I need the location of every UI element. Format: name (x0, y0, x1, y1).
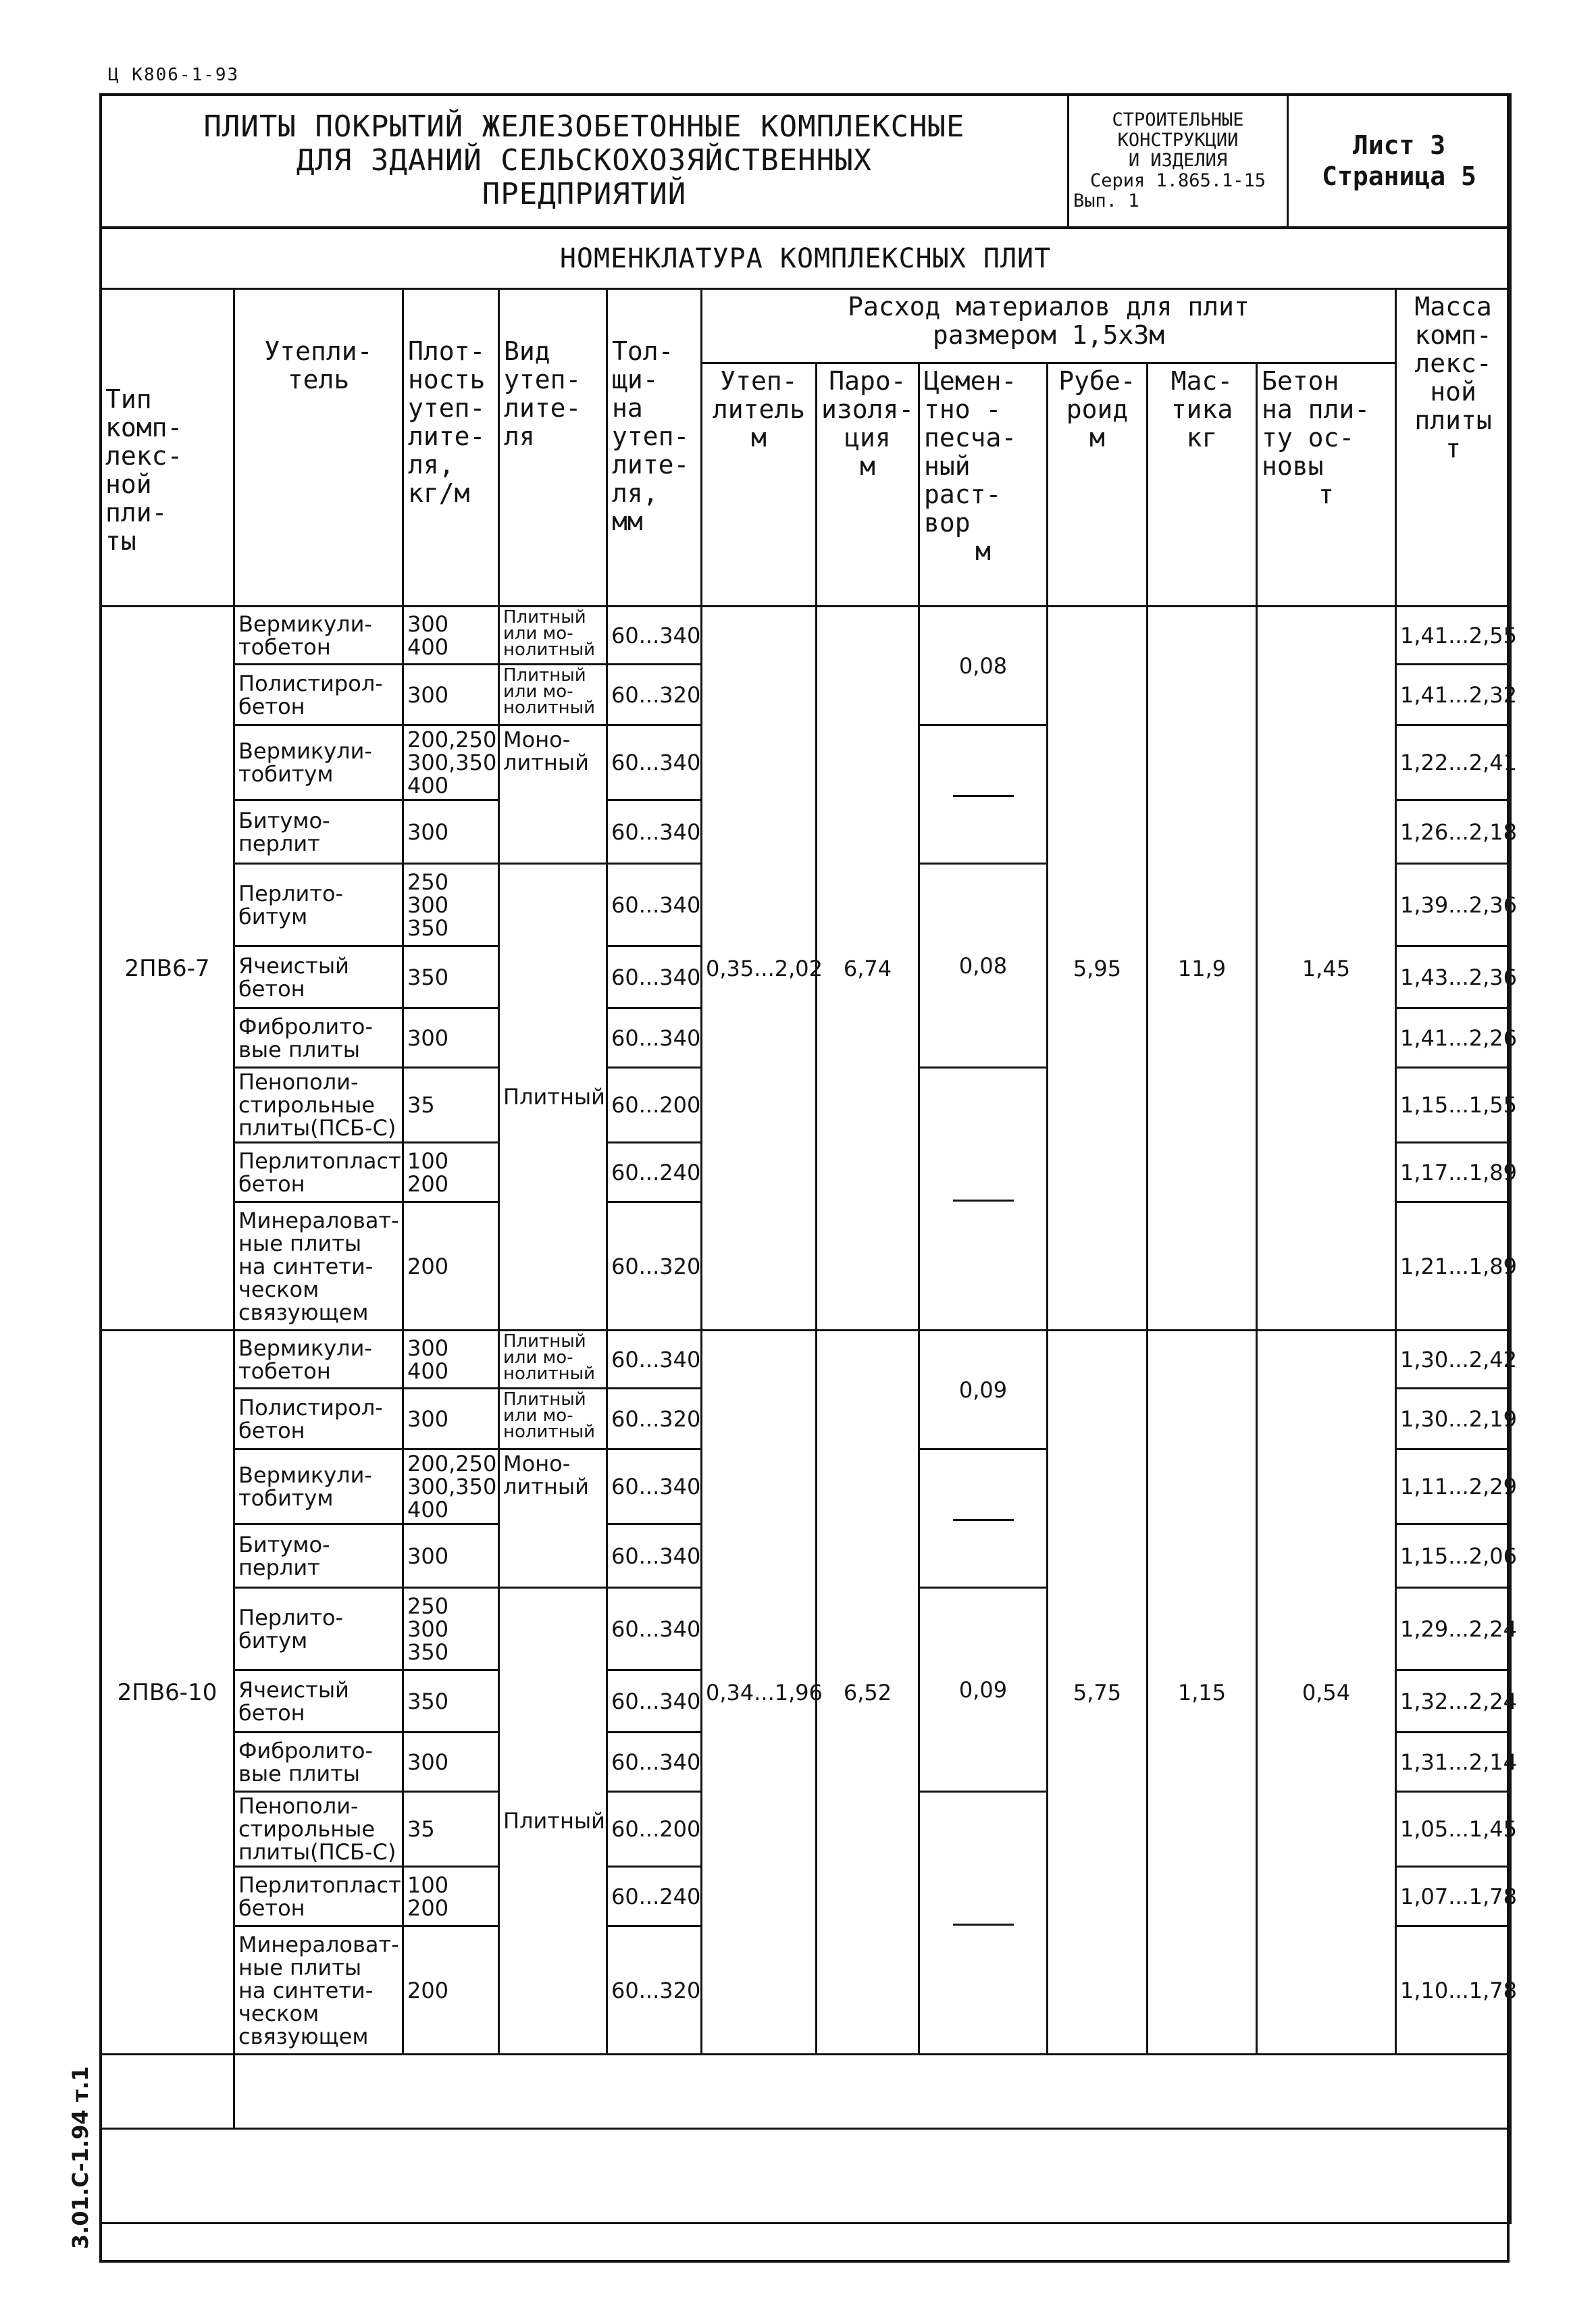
cement-mortar-none (919, 725, 1048, 864)
insulation-name: Минераловат- ные плиты на синтети- ческом связующем (234, 1202, 403, 1331)
insulation-name: Перлитопласт бетон (234, 1867, 403, 1926)
nomenclature-table (99, 227, 1518, 2224)
mastic-consumption: 1,15 (1148, 1331, 1257, 2055)
base-concrete: 0,54 (1257, 1331, 1396, 2055)
plate-mass: 1,29...2,24 (1396, 1588, 1511, 1670)
title-line: ДЛЯ ЗДАНИЙ СЕЛЬСКОХОЗЯЙСТВЕННЫХ (296, 143, 873, 178)
plate-mass: 1,26...2,18 (1396, 800, 1511, 864)
insulation-name: Вермикули- тобетон (234, 1331, 403, 1389)
header-mass: Масса комп- лекс- ной плиты т (1396, 289, 1511, 607)
plate-mass: 1,39...2,36 (1396, 864, 1511, 946)
plate-mass: 1,07...1,78 (1396, 1867, 1511, 1926)
insulation-kind: Моно- литный (499, 725, 607, 864)
insulation-thickness: 60...340 (607, 607, 702, 665)
insulation-density: 300 (403, 1524, 499, 1588)
insulation-thickness: 60...240 (607, 1143, 702, 1202)
insulation-kind: Плитный или мо- нолитный (499, 1331, 607, 1389)
table-row (101, 1331, 1511, 1389)
header-mastic: Мас- тика кг (1148, 363, 1257, 607)
insulation-kind: Плитный (499, 864, 607, 1331)
insulation-name: Вермикули- тобитум (234, 1449, 403, 1524)
insulation-density: 300 (403, 800, 499, 864)
header-type: Тип комп- лекс- ной пли- ты (101, 289, 234, 607)
insulation-thickness: 60...340 (607, 1449, 702, 1524)
dash-mark (953, 1200, 1014, 1202)
plate-mass: 1,17...1,89 (1396, 1143, 1511, 1202)
insulation-thickness: 60...320 (607, 665, 702, 725)
insulation-thickness: 60...340 (607, 1670, 702, 1732)
cement-mortar-none (919, 1449, 1048, 1588)
insulation-density: 300 400 (403, 1331, 499, 1389)
document-title (101, 95, 1069, 228)
plate-mass: 1,22...2,41 (1396, 725, 1511, 800)
series-line: И ИЗДЕЛИЯ (1128, 150, 1228, 171)
insulation-name: Перлито- битум (234, 1588, 403, 1670)
insulation-name: Полистирол- бетон (234, 665, 403, 725)
insulation-density: 350 (403, 946, 499, 1008)
insulation-name: Ячеистый бетон (234, 1670, 403, 1732)
insulation-density: 100 200 (403, 1867, 499, 1926)
insulation-thickness: 60...240 (607, 1867, 702, 1926)
cement-mortar-consumption: 0,09 (919, 1588, 1048, 1792)
header-consumption: Расход материалов для плит размером 1,5х3м (702, 289, 1396, 363)
mastic-consumption: 11,9 (1148, 607, 1257, 1331)
insulation-density: 200,250 300,350 400 (403, 725, 499, 800)
ruberoid-consumption: 5,75 (1048, 1331, 1148, 2055)
insulation-name: Перлитопласт бетон (234, 1143, 403, 1202)
series-block (1069, 95, 1288, 228)
insulation-consumption: 0,34...1,96 (702, 1331, 817, 2055)
series-line: КОНСТРУКЦИИ (1117, 130, 1239, 151)
insulation-kind: Плитный или мо- нолитный (499, 1389, 607, 1449)
insulation-thickness: 60...320 (607, 1389, 702, 1449)
insulation-density: 100 200 (403, 1143, 499, 1202)
table-row (101, 607, 1511, 665)
plate-mass: 1,15...1,55 (1396, 1068, 1511, 1143)
dash-mark (953, 1519, 1014, 1521)
insulation-density: 200 (403, 1202, 499, 1331)
insulation-thickness: 60...340 (607, 725, 702, 800)
insulation-name: Минераловат- ные плиты на синтети- ческом связующем (234, 1926, 403, 2055)
series-line: Серия 1.865.1-15 (1089, 170, 1266, 191)
insulation-thickness: 60...200 (607, 1792, 702, 1867)
insulation-thickness: 60...340 (607, 800, 702, 864)
insulation-density: 35 (403, 1792, 499, 1867)
insulation-thickness: 60...320 (607, 1926, 702, 2055)
plate-mass: 1,10...1,78 (1396, 1926, 1511, 2055)
plate-mass: 1,31...2,14 (1396, 1732, 1511, 1792)
insulation-kind: Плитный или мо- нолитный (499, 607, 607, 665)
cement-mortar-consumption: 0,08 (919, 607, 1048, 725)
cement-mortar-none (919, 1068, 1048, 1331)
title-block (99, 93, 1512, 228)
insulation-kind: Плитный (499, 1588, 607, 2055)
plate-mass: 1,05...1,45 (1396, 1792, 1511, 1867)
insulation-kind: Моно- литный (499, 1449, 607, 1588)
header-ruberoid: Рубе- роид м (1048, 363, 1148, 607)
plate-mass: 1,30...2,42 (1396, 1331, 1511, 1389)
insulation-thickness: 60...340 (607, 1588, 702, 1670)
cement-mortar-consumption: 0,08 (919, 864, 1048, 1068)
insulation-name: Вермикули- тобетон (234, 607, 403, 665)
plate-type: 2ПВ6-7 (101, 607, 234, 1331)
insulation-name: Полистирол- бетон (234, 1389, 403, 1449)
table-caption: НОМЕНКЛАТУРА КОМПЛЕКСНЫХ ПЛИТ (101, 228, 1511, 289)
title-line: ПЛИТЫ ПОКРЫТИЙ ЖЕЛЕЗОБЕТОННЫЕ КОМПЛЕКСНЫЕ (203, 109, 965, 144)
insulation-density: 300 (403, 1008, 499, 1068)
ruberoid-consumption: 5,95 (1048, 607, 1148, 1331)
insulation-consumption: 0,35...2,02 (702, 607, 817, 1331)
plate-mass: 1,41...2,32 (1396, 665, 1511, 725)
insulation-thickness: 60...340 (607, 1008, 702, 1068)
header-kind: Вид утеп- лите- ля (499, 289, 607, 607)
insulation-name: Битумо- перлит (234, 1524, 403, 1588)
insulation-thickness: 60...200 (607, 1068, 702, 1143)
plate-mass: 1,41...2,55 (1396, 607, 1511, 665)
plate-mass: 1,30...2,19 (1396, 1389, 1511, 1449)
insulation-density: 250 300 350 (403, 864, 499, 946)
plate-mass: 1,32...2,24 (1396, 1670, 1511, 1732)
plate-mass: 1,15...2,06 (1396, 1524, 1511, 1588)
insulation-name: Битумо- перлит (234, 800, 403, 864)
page-number: Страница 5 (1322, 161, 1476, 191)
plate-mass: 1,11...2,29 (1396, 1449, 1511, 1524)
header-cement-mortar: Цемен- тно - песча- ный раст- вор м (919, 363, 1048, 607)
title-line: ПРЕДПРИЯТИЙ (482, 177, 687, 211)
insulation-name: Перлито- битум (234, 864, 403, 946)
header-vapor-barrier: Паро- изоля- ция м (817, 363, 919, 607)
header-density: Плот- ность утеп- лите- ля, кг/м (403, 289, 499, 607)
series-line: СТРОИТЕЛЬНЫЕ (1112, 109, 1244, 130)
dash-mark (953, 795, 1014, 797)
document-code: Ц К806-1-93 (108, 65, 240, 85)
insulation-name: Пенополи- стирольные плиты(ПСБ-С) (234, 1792, 403, 1867)
dash-mark (953, 1924, 1014, 1926)
series-line: Вып. 1 (1073, 190, 1139, 211)
insulation-density: 300 (403, 1732, 499, 1792)
insulation-name: Вермикули- тобитум (234, 725, 403, 800)
base-concrete: 1,45 (1257, 607, 1396, 1331)
cement-mortar-consumption: 0,09 (919, 1331, 1048, 1449)
empty-row (101, 2055, 1511, 2129)
insulation-density: 350 (403, 1670, 499, 1732)
insulation-thickness: 60...340 (607, 946, 702, 1008)
empty-row (101, 2129, 1511, 2223)
album-code: 3.01.С-1.94 т.1 (68, 2066, 93, 2249)
insulation-name: Пенополи- стирольные плиты(ПСБ-С) (234, 1068, 403, 1143)
cement-mortar-none (919, 1792, 1048, 2055)
header-insulation-volume: Утеп- литель м (702, 363, 817, 607)
insulation-density: 35 (403, 1068, 499, 1143)
plate-mass: 1,43...2,36 (1396, 946, 1511, 1008)
insulation-density: 200 (403, 1926, 499, 2055)
insulation-name: Ячеистый бетон (234, 946, 403, 1008)
insulation-density: 200,250 300,350 400 (403, 1449, 499, 1524)
plate-type: 2ПВ6-10 (101, 1331, 234, 2055)
insulation-thickness: 60...340 (607, 1732, 702, 1792)
header-insulation: Утепли- тель (234, 289, 403, 607)
sheet-block (1288, 95, 1511, 228)
vapor-barrier-consumption: 6,74 (817, 607, 919, 1331)
insulation-density: 300 400 (403, 607, 499, 665)
insulation-thickness: 60...340 (607, 1524, 702, 1588)
vapor-barrier-consumption: 6,52 (817, 1331, 919, 2055)
insulation-name: Фибролито- вые плиты (234, 1008, 403, 1068)
plate-mass: 1,41...2,26 (1396, 1008, 1511, 1068)
insulation-name: Фибролито- вые плиты (234, 1732, 403, 1792)
insulation-thickness: 60...340 (607, 1331, 702, 1389)
header-base-concrete: Бетон на пли- ту ос- новы т (1257, 363, 1396, 607)
insulation-thickness: 60...340 (607, 864, 702, 946)
sheet-number: Лист 3 (1352, 130, 1446, 160)
header-thickness: Тол- щи- на утеп- лите- ля, мм (607, 289, 702, 607)
insulation-kind: Плитный или мо- нолитный (499, 665, 607, 725)
plate-mass: 1,21...1,89 (1396, 1202, 1511, 1331)
insulation-density: 300 (403, 1389, 499, 1449)
insulation-thickness: 60...320 (607, 1202, 702, 1331)
insulation-density: 250 300 350 (403, 1588, 499, 1670)
insulation-density: 300 (403, 665, 499, 725)
